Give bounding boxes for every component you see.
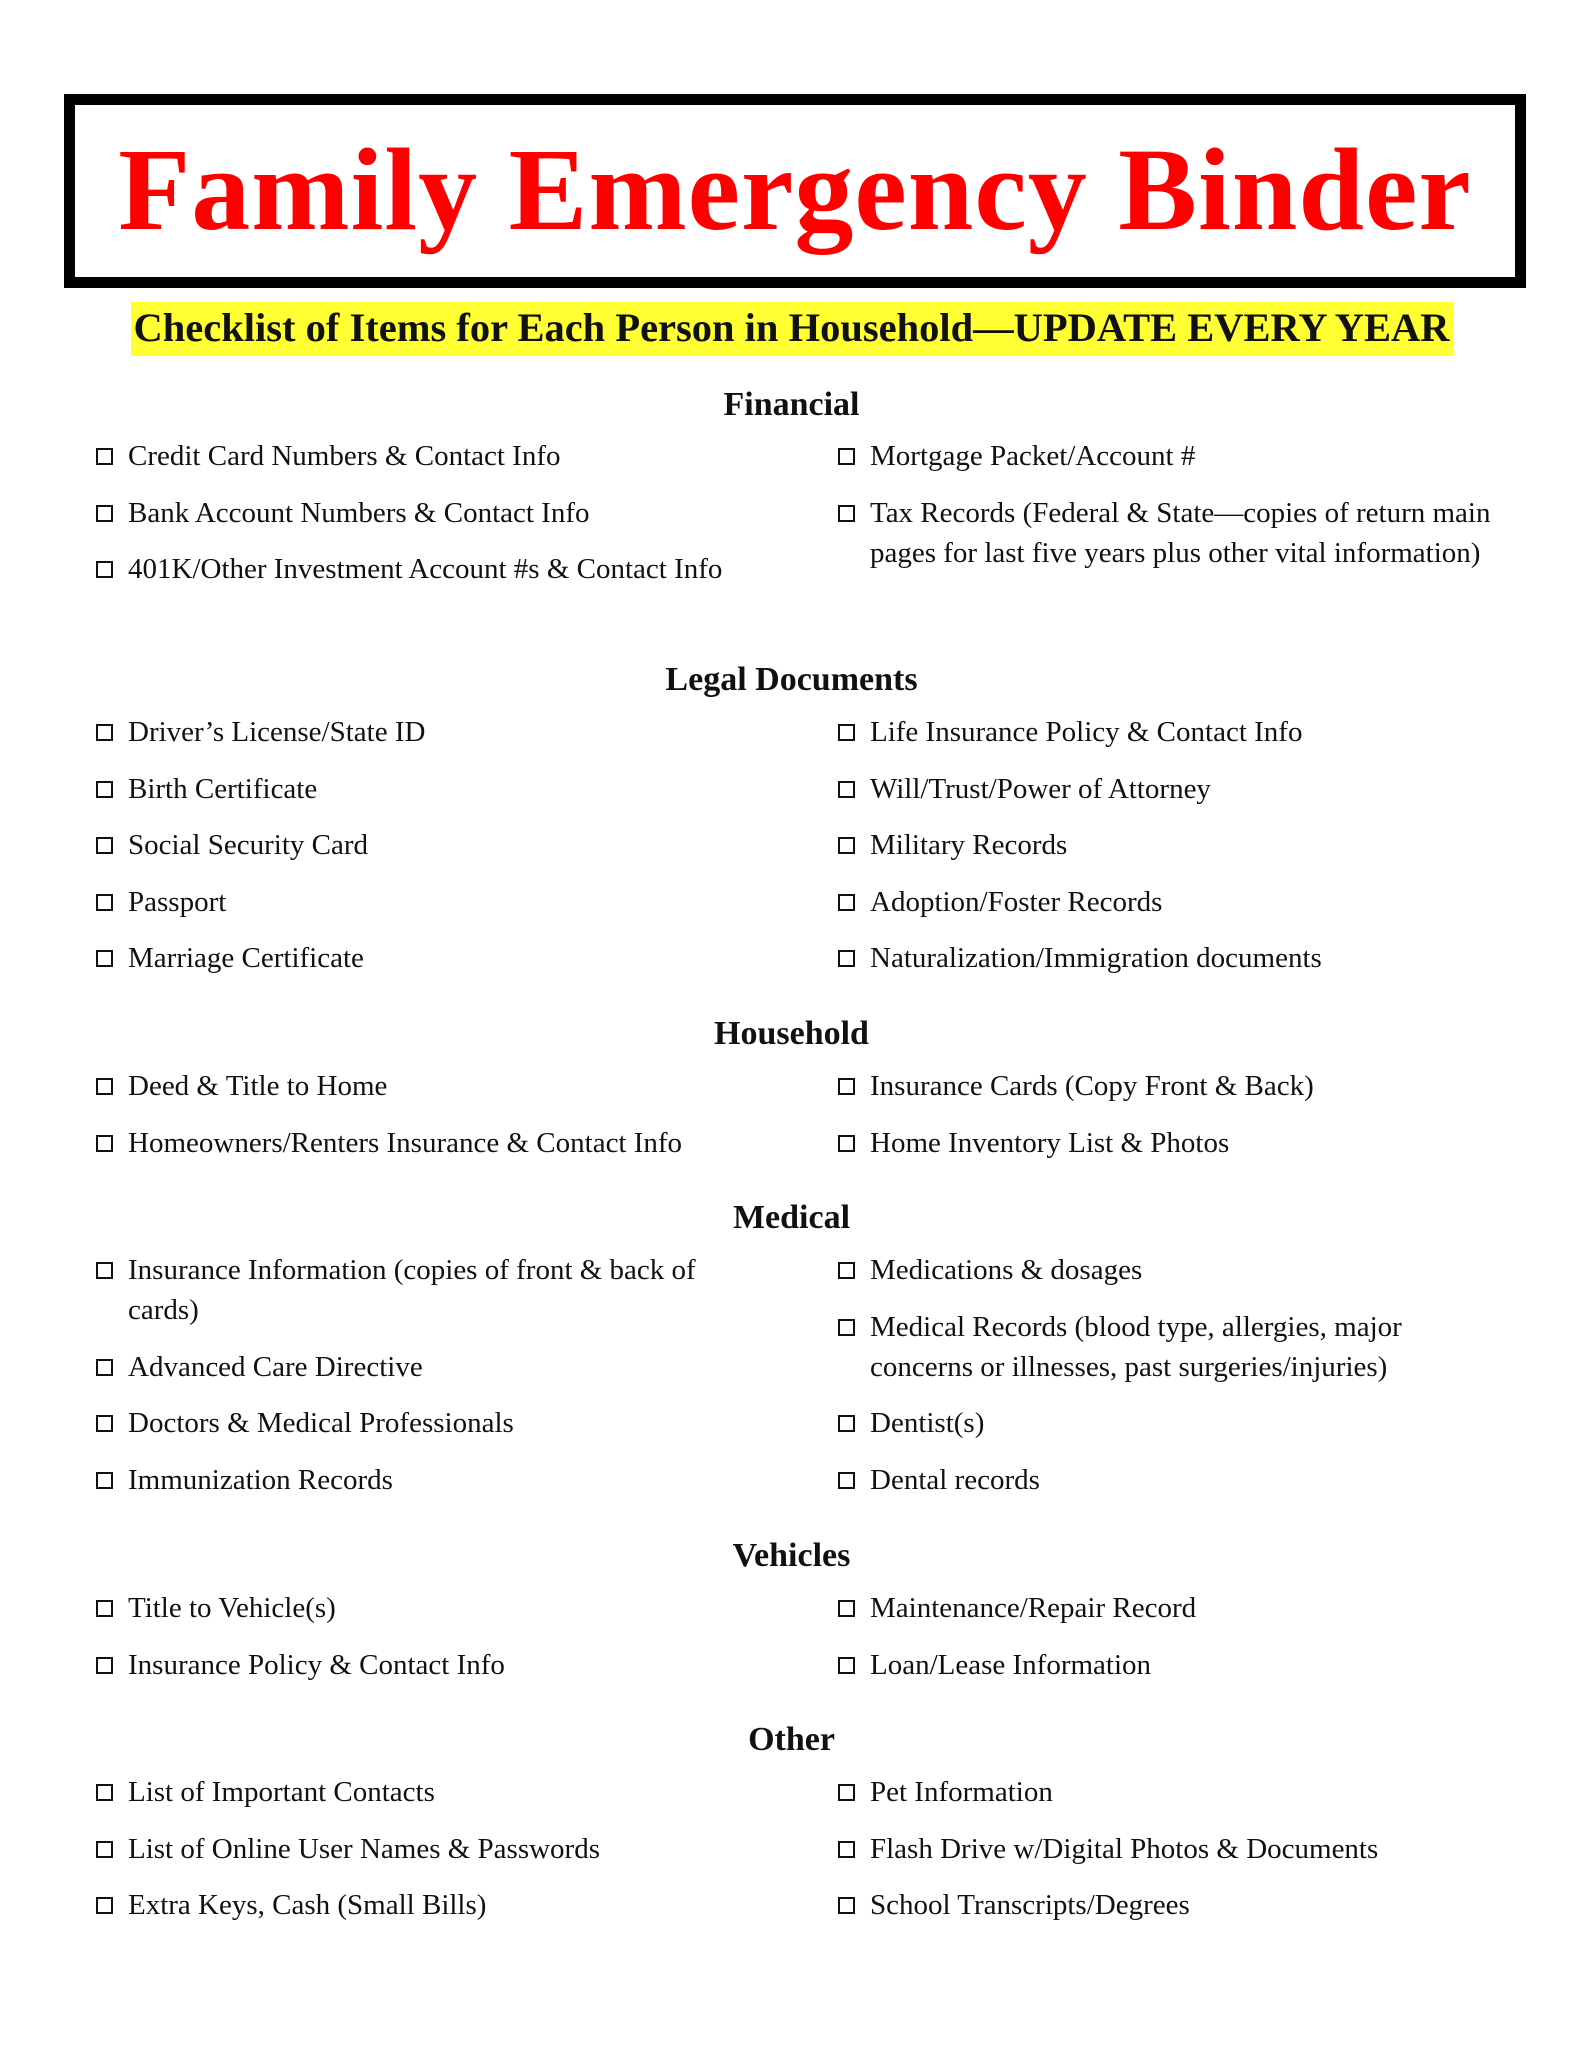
checkbox[interactable] [838,1784,855,1801]
item-label: Homeowners/Renters Insurance & Contact Info [128,1126,683,1159]
checklist-item [96,1829,746,1869]
subtitle-row [0,302,1583,356]
item-label: Insurance Cards (Copy Front & Back) [870,1070,1314,1102]
left-column [96,712,746,995]
item-label: School Transcripts/Degrees [870,1889,1190,1921]
checkbox[interactable] [96,1135,113,1152]
checklist-item [96,1123,828,1163]
item-label: 401K/Other Investment Account #s & Contact Info [128,553,723,585]
item-label: Title to Vehicle(s) [128,1592,336,1624]
section-medical [0,1198,1583,1496]
checklist-item [838,1460,1498,1500]
checkbox[interactable] [96,1897,113,1914]
item-label: Maintenance/Repair Record [870,1592,1197,1624]
section-heading: Financial [723,386,860,423]
checkbox[interactable] [96,1657,113,1674]
checkbox[interactable] [838,1657,855,1674]
checkbox[interactable] [96,1415,113,1432]
section-household [0,1014,1583,1159]
checklist-item [96,1460,746,1500]
checklist-item [838,712,1498,752]
item-label: Social Security Card [128,829,369,861]
checkbox[interactable] [838,505,855,522]
item-label: Advanced Care Directive [128,1350,423,1383]
item-label: Deed & Title to Home [128,1070,388,1102]
checkbox[interactable] [838,1472,855,1489]
section-heading: Medical [732,1199,851,1236]
checkbox[interactable] [96,1472,113,1489]
right-column [838,1772,1498,1942]
checkbox[interactable] [838,1841,855,1858]
item-label: Driver’s License/State ID [128,716,426,748]
checkbox[interactable] [838,781,855,798]
section-heading: Vehicles [732,1537,851,1574]
left-column [96,436,746,606]
checkbox[interactable] [838,1078,855,1095]
item-label: Pet Information [870,1776,1053,1808]
item-label: Adoption/Foster Records [870,885,1163,918]
item-label: Birth Certificate [128,772,318,805]
item-label: Passport [128,885,227,918]
checkbox[interactable] [96,724,113,741]
checkbox[interactable] [96,448,113,465]
checklist-item [838,1403,1498,1443]
checklist-item [838,1588,1498,1628]
item-label: Dental records [870,1463,1040,1496]
checkbox[interactable] [838,1415,855,1432]
checkbox[interactable] [96,950,113,967]
section-vehicles [0,1536,1583,1681]
item-label: List of Important Contacts [128,1776,435,1808]
checklist-item [96,1403,746,1443]
checkbox[interactable] [838,1262,855,1279]
checkbox[interactable] [96,1600,113,1617]
checklist-item [838,436,1498,476]
checkbox[interactable] [838,448,855,465]
checkbox[interactable] [96,1359,113,1376]
checkbox[interactable] [838,837,855,854]
title-frame [64,94,1526,288]
checkbox[interactable] [838,894,855,911]
item-label: Bank Account Numbers & Contact Info [128,496,590,529]
checklist-item [96,1885,746,1925]
checkbox[interactable] [838,1135,855,1152]
checkbox[interactable] [838,1897,855,1914]
item-label: Medications & dosages [870,1254,1143,1286]
left-column [96,1588,746,1701]
checkbox[interactable] [96,1784,113,1801]
item-label: Insurance Information (copies of front & back of cards) [128,1254,696,1326]
item-label: Credit Card Numbers & Contact Info [128,440,561,472]
checkbox[interactable] [96,894,113,911]
section-heading: Other [748,1721,835,1758]
item-label: Extra Keys, Cash (Small Bills) [128,1889,487,1921]
checkbox[interactable] [96,1078,113,1095]
checkbox[interactable] [96,561,113,578]
checklist-item [96,712,746,752]
item-label: Dentist(s) [870,1407,985,1439]
checkbox[interactable] [838,950,855,967]
checklist-item [96,1588,746,1628]
checklist-item [96,493,746,533]
checklist-item [838,1123,1498,1163]
item-label: Insurance Policy & Contact Info [128,1648,505,1681]
left-column [96,1250,746,1516]
item-label: Immunization Records [128,1463,393,1496]
section-financial [0,385,1583,585]
checklist-item [838,1066,1498,1106]
checklist-item [838,938,1498,978]
item-label: Military Records [870,829,1068,861]
checkbox[interactable] [838,1319,855,1336]
right-column [838,1250,1498,1516]
checklist-item [96,938,746,978]
left-column [96,1066,746,1179]
checklist-item [838,769,1498,809]
section-heading: Legal Documents [665,661,918,698]
item-label: Mortgage Packet/Account # [870,440,1196,472]
checklist-item [96,436,746,476]
checklist-item [96,825,746,865]
checklist-item [838,1885,1498,1925]
item-label: Naturalization/Immigration documents [870,942,1322,974]
item-label: Life Insurance Policy & Contact Info [870,716,1303,748]
checkbox[interactable] [96,1841,113,1858]
checkbox[interactable] [96,505,113,522]
item-label: Loan/Lease Information [870,1648,1152,1681]
right-column [838,436,1498,589]
checklist-item [96,882,746,922]
checklist-item [838,1772,1498,1812]
item-label: Doctors & Medical Professionals [128,1407,514,1439]
checklist-item [838,493,1510,573]
checklist-item [96,1347,746,1387]
checkbox[interactable] [96,781,113,798]
item-label: Home Inventory List & Photos [870,1126,1230,1159]
checklist-item [96,769,746,809]
checkbox[interactable] [96,837,113,854]
page-title: Family Emergency Binder [118,124,1472,255]
checklist-item [96,1250,768,1330]
section-other [0,1720,1583,1921]
checklist-item [96,549,728,589]
section-legal-documents [0,660,1583,974]
left-column [96,1772,746,1942]
checkbox[interactable] [838,724,855,741]
page-subtitle: Checklist of Items for Each Person in Household—UPDATE EVERY YEAR [131,302,1453,356]
checklist-item [838,1307,1490,1387]
item-label: List of Online User Names & Passwords [128,1832,601,1865]
checkbox[interactable] [838,1600,855,1617]
checklist-item [96,1772,746,1812]
item-label: Medical Records (blood type, allergies, major concerns or illnesses, past surgeries/injuries) [870,1310,1402,1383]
right-column [838,1588,1498,1701]
checklist-item [838,1829,1498,1869]
checklist-item [96,1645,746,1685]
checklist-item [838,1250,1498,1290]
checklist-item [838,1645,1498,1685]
item-label: Marriage Certificate [128,942,364,974]
section-heading: Household [714,1015,869,1052]
item-label: Will/Trust/Power of Attorney [870,772,1211,805]
item-label: Tax Records (Federal & State—copies of return main pages for last five years plus other vital information) [870,496,1491,569]
right-column [838,712,1498,995]
right-column [838,1066,1498,1179]
checklist-item [838,882,1498,922]
checkbox[interactable] [96,1262,113,1279]
checklist-item [838,825,1498,865]
item-label: Flash Drive w/Digital Photos & Documents [870,1832,1379,1865]
checklist-item [96,1066,746,1106]
